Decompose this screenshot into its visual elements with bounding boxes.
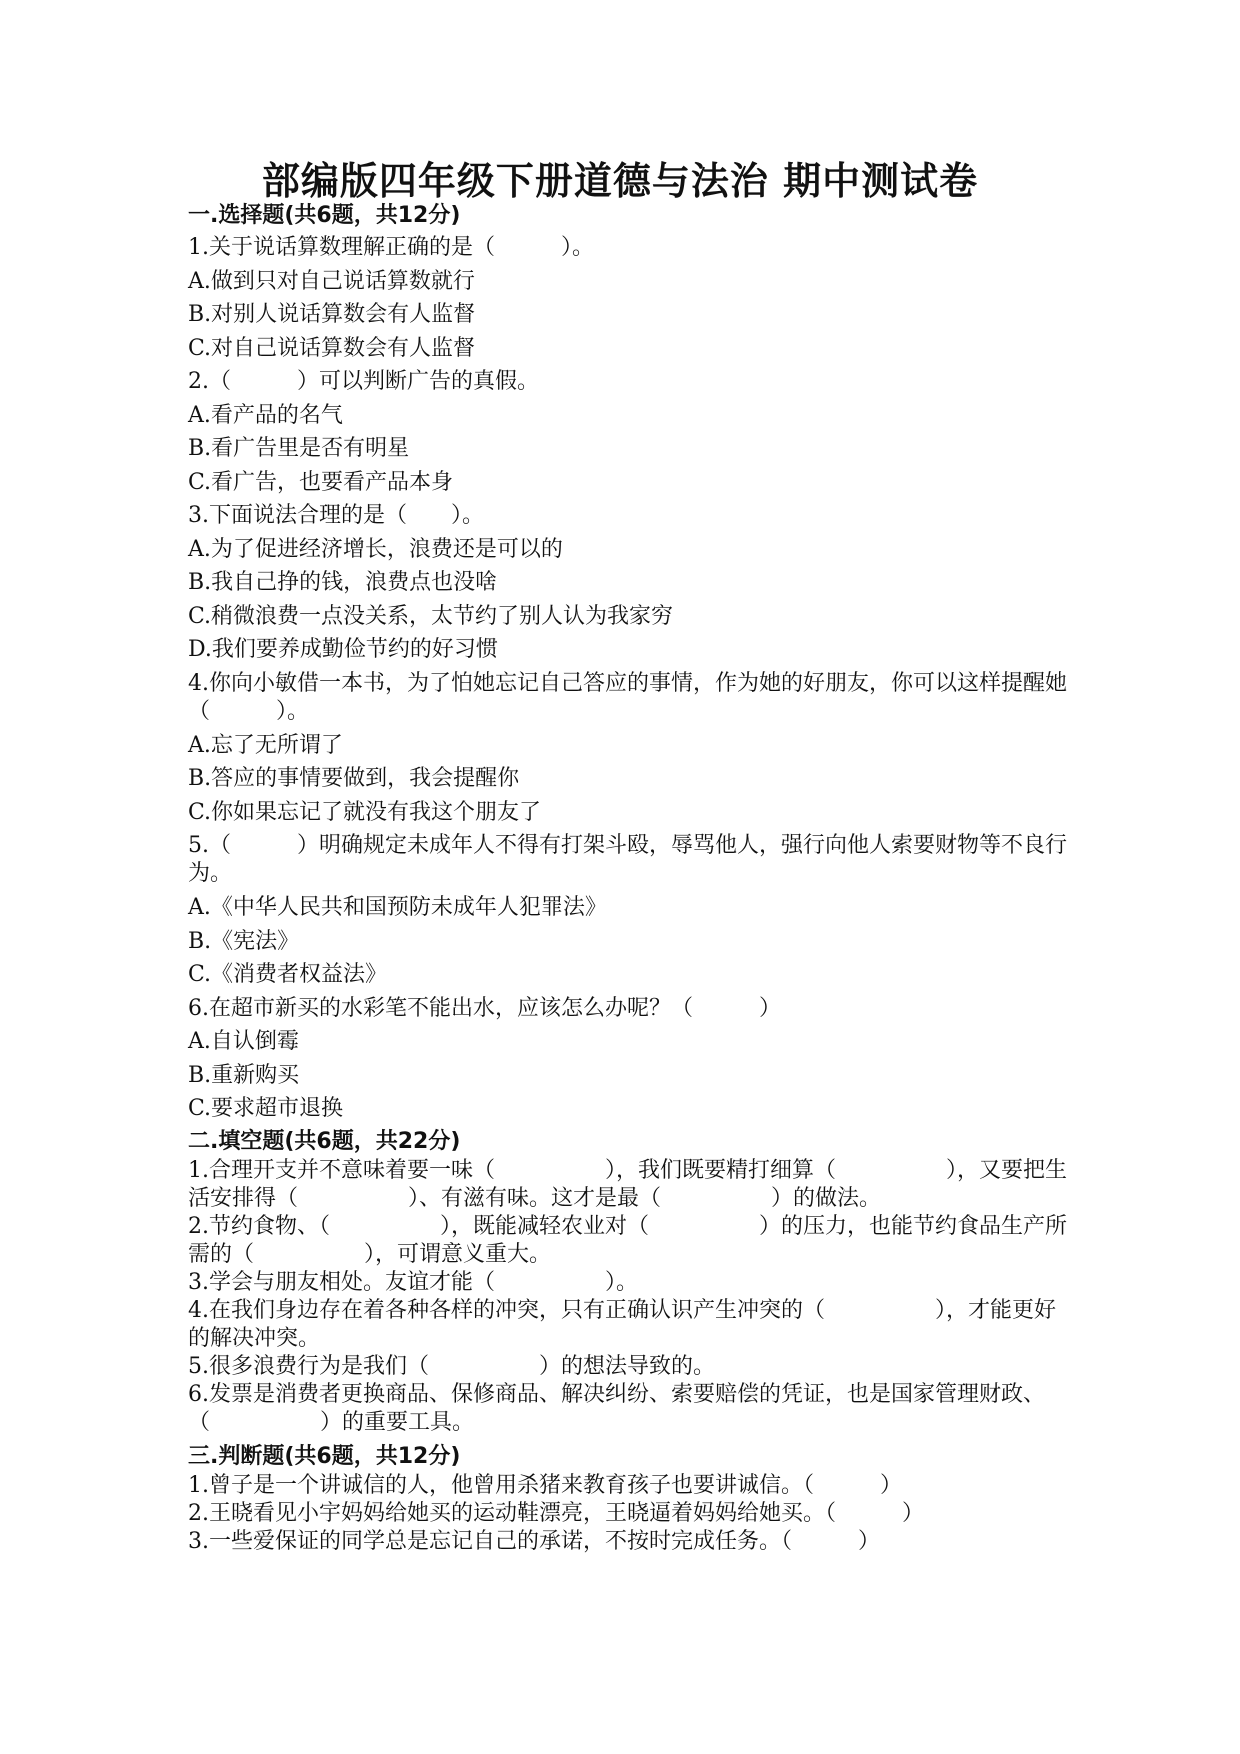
judge-question: 3.一些爱保证的同学总是忘记自己的承诺，不按时完成任务。（ ） bbox=[188, 1528, 880, 1554]
exam-content bbox=[188, 200, 1068, 1556]
section-header-judge: 三.判断题(共6题，共12分) bbox=[188, 1443, 461, 1469]
fill-question: 3.学会与朋友相处。友谊才能（ ）。 bbox=[188, 1269, 638, 1295]
question-block bbox=[188, 832, 1068, 992]
page-title: 部编版四年级下册道德与法治 期中测试卷 bbox=[261, 159, 979, 203]
question-option: B.重新购买 bbox=[188, 1062, 300, 1088]
question-option: B.我自己挣的钱，浪费点也没啥 bbox=[188, 570, 498, 595]
question-option: C.《消费者权益法》 bbox=[188, 962, 388, 987]
question-block bbox=[188, 365, 1068, 499]
section-header-fill: 二.填空题(共6题，共22分) bbox=[188, 1128, 461, 1154]
question-option: B.对别人说话算数会有人监督 bbox=[188, 302, 476, 327]
question-stem: 6.在超市新买的水彩笔不能出水，应该怎么办呢？（ ） bbox=[188, 995, 781, 1021]
fill-question: 5.很多浪费行为是我们（ ）的想法导致的。 bbox=[188, 1353, 715, 1379]
question-option: A.做到只对自己说话算数就行 bbox=[188, 268, 475, 294]
question-option: A.看产品的名气 bbox=[188, 402, 343, 428]
question-option: B.《宪法》 bbox=[188, 928, 300, 954]
judge-section bbox=[188, 1472, 1068, 1556]
question-block bbox=[188, 992, 1068, 1126]
judge-question: 1.曾子是一个讲诚信的人，他曾用杀猪来教育孩子也要讲诚信。（ ） bbox=[188, 1472, 902, 1498]
fill-question: 1.合理开支并不意味着要一味（ ），我们既要精打细算（ ），又要把生活安排得（ ）、有滋有味。这才是最（ ）的做法。 bbox=[188, 1157, 1067, 1211]
question-block bbox=[188, 670, 1068, 830]
question-option: A.忘了无所谓了 bbox=[188, 732, 343, 758]
question-option: C.看广告，也要看产品本身 bbox=[188, 469, 454, 495]
question-block bbox=[188, 231, 1068, 365]
section-header-choice: 一.选择题(共6题，共12分) bbox=[188, 203, 461, 228]
question-stem: 4.你向小敏借一本书，为了怕她忘记自己答应的事情，作为她的好朋友，你可以这样提醒她（ ）。 bbox=[188, 670, 1067, 724]
judge-question: 2.王晓看见小宇妈妈给她买的运动鞋漂亮，王晓逼着妈妈给她买。（ ） bbox=[188, 1500, 924, 1526]
fill-section bbox=[188, 1157, 1068, 1437]
question-stem: 1.关于说话算数理解正确的是（ ）。 bbox=[188, 235, 594, 260]
question-option: A.自认倒霉 bbox=[188, 1029, 299, 1054]
question-option: C.要求超市退换 bbox=[188, 1096, 344, 1121]
question-option: C.你如果忘记了就没有我这个朋友了 bbox=[188, 799, 542, 825]
question-option: A.为了促进经济增长，浪费还是可以的 bbox=[188, 536, 563, 562]
question-option: C.对自己说话算数会有人监督 bbox=[188, 335, 476, 361]
fill-question: 6.发票是消费者更换商品、保修商品、解决纠纷、索要赔偿的凭证，也是国家管理财政、（ ）的重要工具。 bbox=[188, 1381, 1045, 1435]
question-stem: 5.（ ）明确规定未成年人不得有打架斗殴，辱骂他人，强行向他人索要财物等不良行为。 bbox=[188, 833, 1067, 886]
question-option: B.看广告里是否有明星 bbox=[188, 436, 410, 461]
question-block bbox=[188, 499, 1068, 667]
fill-question: 4.在我们身边存在着各种各样的冲突，只有正确认识产生冲突的（ ），才能更好的解决冲突。 bbox=[188, 1297, 1056, 1351]
question-option: D.我们要养成勤俭节约的好习惯 bbox=[188, 637, 498, 662]
fill-question: 2.节约食物、（ ），既能减轻农业对（ ）的压力，也能节约食品生产所需的（ ），可谓意义重大。 bbox=[188, 1213, 1067, 1267]
question-stem: 3.下面说法合理的是（ ）。 bbox=[188, 503, 484, 528]
question-option: A.《中华人民共和国预防未成年人犯罪法》 bbox=[188, 895, 607, 920]
question-option: B.答应的事情要做到，我会提醒你 bbox=[188, 766, 520, 791]
question-option: C.稍微浪费一点没关系，太节约了别人认为我家穷 bbox=[188, 603, 674, 629]
question-stem: 2.（ ）可以判断广告的真假。 bbox=[188, 369, 539, 394]
